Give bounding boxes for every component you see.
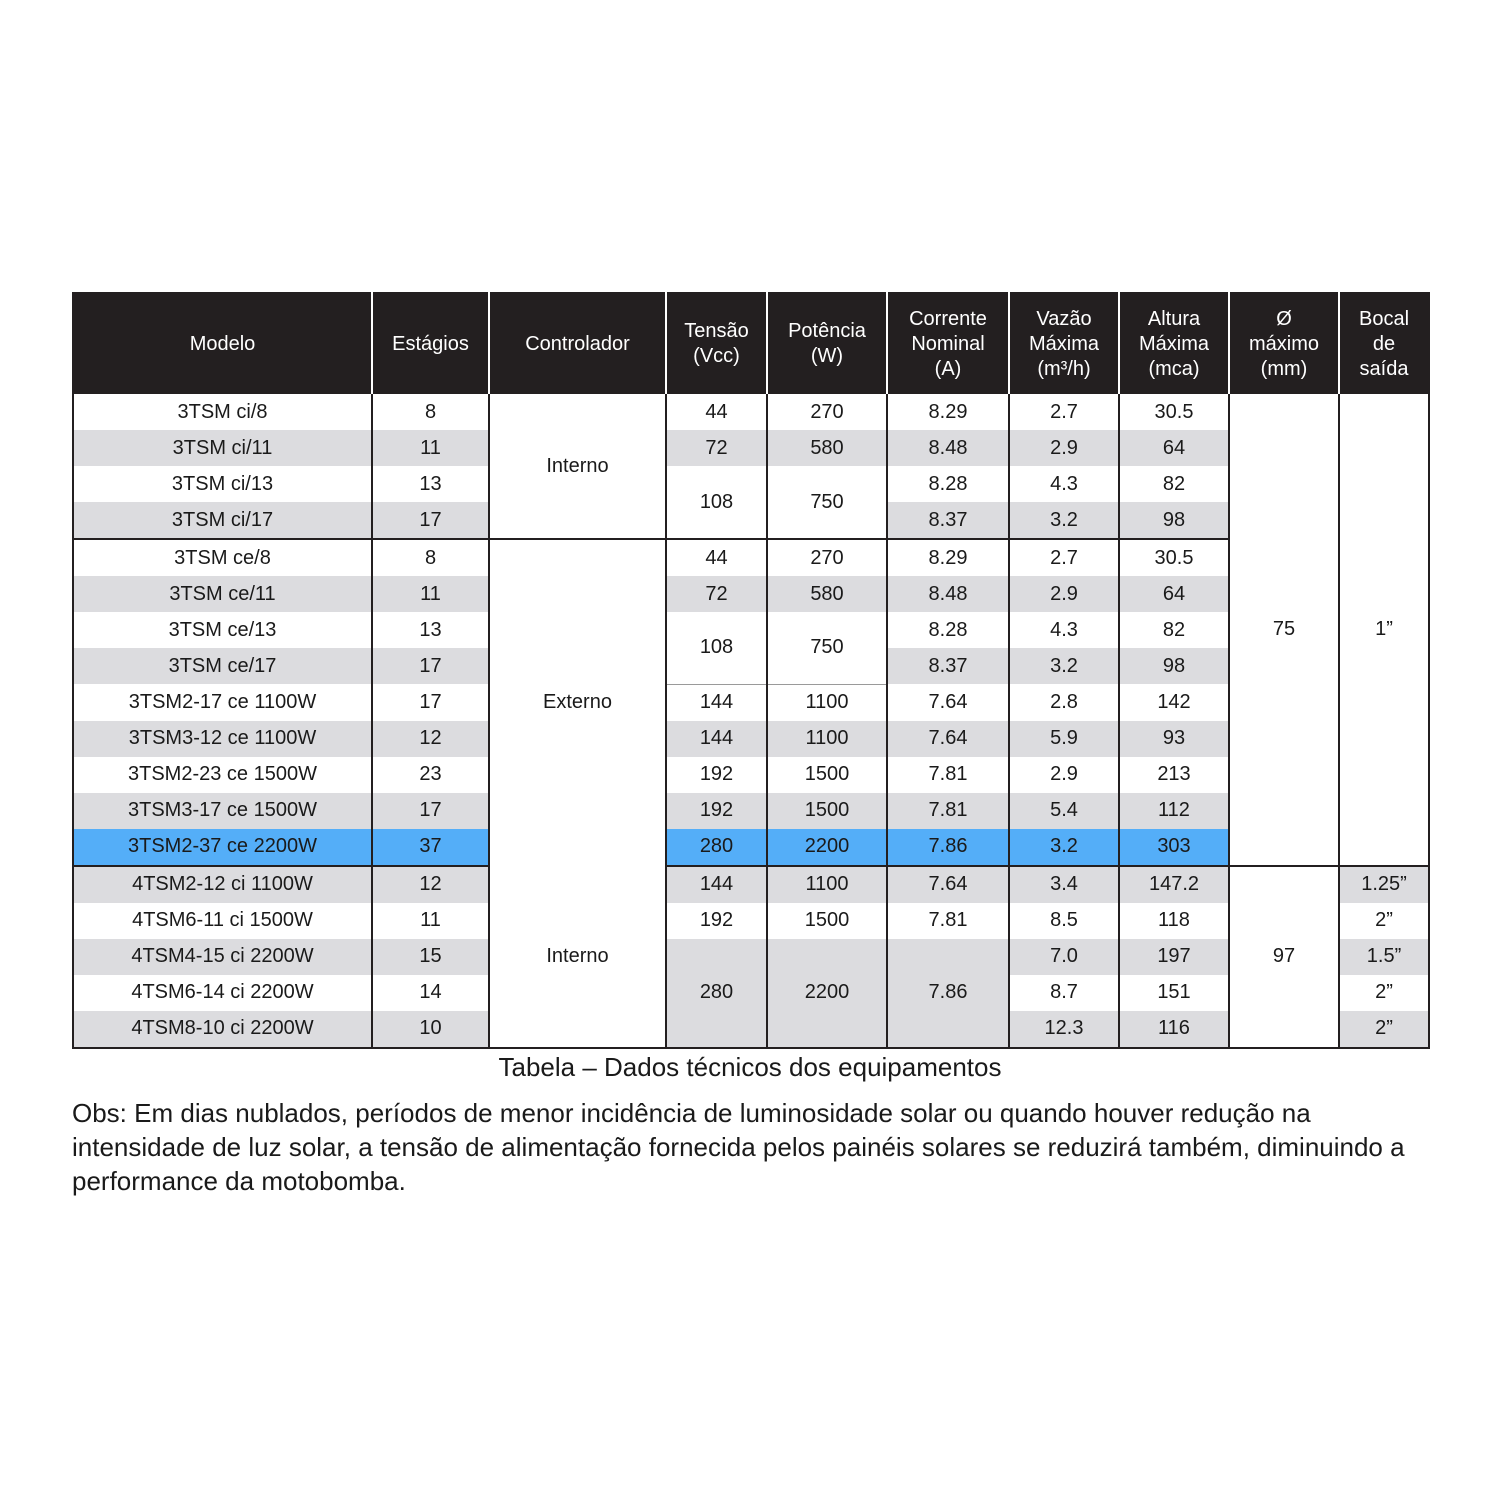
cell-corrente: 8.29	[887, 539, 1009, 576]
cell-modelo: 3TSM2-23 ce 1500W	[73, 757, 372, 793]
cell-altura: 64	[1119, 430, 1229, 466]
cell-estagios: 11	[372, 430, 489, 466]
cell-altura: 118	[1119, 903, 1229, 939]
cell-altura: 151	[1119, 975, 1229, 1011]
header-estagios: Estágios	[372, 293, 489, 394]
cell-estagios: 13	[372, 466, 489, 502]
cell-potencia: 580	[767, 430, 887, 466]
header-diametro: Ø máximo (mm)	[1229, 293, 1339, 394]
cell-estagios: 37	[372, 829, 489, 866]
cell-tensao: 192	[666, 793, 767, 829]
cell-vazao: 8.7	[1009, 975, 1119, 1011]
cell-vazao: 3.2	[1009, 502, 1119, 539]
cell-potencia: 2200	[767, 829, 887, 866]
cell-potencia: 1100	[767, 866, 887, 903]
cell-potencia: 1500	[767, 793, 887, 829]
cell-modelo: 3TSM2-17 ce 1100W	[73, 684, 372, 721]
cell-altura: 303	[1119, 829, 1229, 866]
cell-modelo: 4TSM4-15 ci 2200W	[73, 939, 372, 975]
table-caption: Tabela – Dados técnicos dos equipamentos	[498, 1052, 1002, 1082]
observation-note: Obs: Em dias nublados, períodos de menor incidência de luminosidade solar ou quando houver redução na intensidade de luz solar, a tensão de alimentação fornecida pelos painéis solares se reduzirá também, diminuindo a performance da motobomba.	[72, 1098, 1405, 1196]
cell-corrente: 7.64	[887, 721, 1009, 757]
cell-vazao: 2.9	[1009, 576, 1119, 612]
cell-vazao: 5.4	[1009, 793, 1119, 829]
cell-bocal: 2”	[1339, 1011, 1429, 1048]
cell-corrente: 8.28	[887, 466, 1009, 502]
cell-altura: 64	[1119, 576, 1229, 612]
table-body	[73, 394, 1429, 1048]
cell-bocal: 2”	[1339, 903, 1429, 939]
cell-bocal: 2”	[1339, 975, 1429, 1011]
cell-corrente: 7.81	[887, 903, 1009, 939]
cell-potencia: 1500	[767, 757, 887, 793]
cell-corrente: 7.64	[887, 684, 1009, 721]
cell-vazao: 12.3	[1009, 1011, 1119, 1048]
cell-altura: 112	[1119, 793, 1229, 829]
table-row	[73, 939, 1429, 975]
cell-tensao: 192	[666, 903, 767, 939]
cell-vazao: 7.0	[1009, 939, 1119, 975]
cell-diametro: 97	[1229, 866, 1339, 1048]
cell-vazao: 2.7	[1009, 394, 1119, 430]
cell-estagios: 17	[372, 684, 489, 721]
spec-table	[72, 292, 1430, 1049]
cell-altura: 30.5	[1119, 539, 1229, 576]
header-altura: Altura Máxima (mca)	[1119, 293, 1229, 394]
cell-tensao: 108	[666, 466, 767, 539]
cell-vazao: 3.4	[1009, 866, 1119, 903]
cell-tensao: 44	[666, 539, 767, 576]
cell-vazao: 4.3	[1009, 612, 1119, 648]
cell-potencia: 270	[767, 539, 887, 576]
cell-potencia: 1500	[767, 903, 887, 939]
table-row	[73, 394, 1429, 430]
cell-estagios: 12	[372, 721, 489, 757]
cell-altura: 93	[1119, 721, 1229, 757]
cell-vazao: 8.5	[1009, 903, 1119, 939]
table-row-highlighted	[73, 829, 1429, 866]
cell-vazao: 4.3	[1009, 466, 1119, 502]
cell-estagios: 15	[372, 939, 489, 975]
cell-corrente: 8.29	[887, 394, 1009, 430]
table-row	[73, 903, 1429, 939]
cell-altura: 98	[1119, 502, 1229, 539]
cell-estagios: 17	[372, 793, 489, 829]
table-row	[73, 684, 1429, 721]
cell-potencia: 270	[767, 394, 887, 430]
header-potencia: Potência (W)	[767, 293, 887, 394]
cell-corrente: 7.81	[887, 793, 1009, 829]
cell-modelo: 3TSM ce/8	[73, 539, 372, 576]
cell-vazao: 3.2	[1009, 648, 1119, 684]
cell-modelo: 4TSM8-10 ci 2200W	[73, 1011, 372, 1048]
cell-potencia: 750	[767, 466, 887, 539]
cell-tensao: 44	[666, 394, 767, 430]
cell-tensao: 144	[666, 721, 767, 757]
cell-potencia: 1100	[767, 684, 887, 721]
cell-estagios: 17	[372, 502, 489, 539]
header-controlador: Controlador	[489, 293, 666, 394]
cell-modelo: 3TSM ce/13	[73, 612, 372, 648]
cell-modelo: 3TSM ce/11	[73, 576, 372, 612]
cell-vazao: 5.9	[1009, 721, 1119, 757]
table-row	[73, 466, 1429, 502]
cell-controlador: Interno	[489, 394, 666, 539]
table-row	[73, 576, 1429, 612]
cell-controlador: Externo	[489, 539, 666, 866]
cell-estagios: 11	[372, 576, 489, 612]
cell-bocal: 1”	[1339, 394, 1429, 866]
cell-tensao: 108	[666, 612, 767, 684]
cell-modelo: 3TSM ci/11	[73, 430, 372, 466]
cell-tensao: 72	[666, 576, 767, 612]
cell-vazao: 2.7	[1009, 539, 1119, 576]
cell-tensao: 280	[666, 939, 767, 1048]
cell-tensao: 72	[666, 430, 767, 466]
cell-modelo: 3TSM3-12 ce 1100W	[73, 721, 372, 757]
cell-altura: 116	[1119, 1011, 1229, 1048]
cell-bocal: 1.5”	[1339, 939, 1429, 975]
cell-potencia: 1100	[767, 721, 887, 757]
cell-estagios: 14	[372, 975, 489, 1011]
cell-tensao: 280	[666, 829, 767, 866]
table-row	[73, 612, 1429, 648]
cell-corrente: 7.81	[887, 757, 1009, 793]
cell-estagios: 13	[372, 612, 489, 648]
cell-altura: 82	[1119, 466, 1229, 502]
header-corrente: Corrente Nominal (A)	[887, 293, 1009, 394]
cell-estagios: 10	[372, 1011, 489, 1048]
header-tensao: Tensão (Vcc)	[666, 293, 767, 394]
cell-modelo: 3TSM3-17 ce 1500W	[73, 793, 372, 829]
cell-modelo: 3TSM ci/13	[73, 466, 372, 502]
cell-bocal: 1.25”	[1339, 866, 1429, 903]
cell-altura: 213	[1119, 757, 1229, 793]
cell-modelo: 3TSM ci/8	[73, 394, 372, 430]
cell-altura: 82	[1119, 612, 1229, 648]
table-row	[73, 539, 1429, 576]
cell-modelo: 3TSM ci/17	[73, 502, 372, 539]
cell-tensao: 144	[666, 684, 767, 721]
cell-corrente: 7.64	[887, 866, 1009, 903]
cell-altura: 30.5	[1119, 394, 1229, 430]
cell-estagios: 23	[372, 757, 489, 793]
cell-tensao: 192	[666, 757, 767, 793]
cell-altura: 147.2	[1119, 866, 1229, 903]
table-row	[73, 866, 1429, 903]
table-row	[73, 757, 1429, 793]
header-bocal: Bocal de saída	[1339, 293, 1429, 394]
table-row	[73, 793, 1429, 829]
cell-modelo: 4TSM2-12 ci 1100W	[73, 866, 372, 903]
cell-controlador: Interno	[489, 866, 666, 1048]
cell-vazao: 3.2	[1009, 829, 1119, 866]
cell-vazao: 2.9	[1009, 757, 1119, 793]
cell-potencia: 2200	[767, 939, 887, 1048]
cell-estagios: 17	[372, 648, 489, 684]
cell-potencia: 580	[767, 576, 887, 612]
cell-modelo: 4TSM6-11 ci 1500W	[73, 903, 372, 939]
cell-modelo: 3TSM ce/17	[73, 648, 372, 684]
cell-estagios: 12	[372, 866, 489, 903]
cell-diametro: 75	[1229, 394, 1339, 866]
table-row	[73, 721, 1429, 757]
cell-corrente: 8.48	[887, 576, 1009, 612]
cell-altura: 197	[1119, 939, 1229, 975]
cell-modelo: 3TSM2-37 ce 2200W	[73, 829, 372, 866]
spec-table-wrapper	[72, 292, 1428, 1049]
cell-tensao: 144	[666, 866, 767, 903]
table-header	[73, 293, 1429, 394]
cell-estagios: 8	[372, 394, 489, 430]
cell-vazao: 2.8	[1009, 684, 1119, 721]
cell-corrente: 7.86	[887, 829, 1009, 866]
cell-estagios: 11	[372, 903, 489, 939]
cell-corrente: 8.37	[887, 648, 1009, 684]
header-vazao: Vazão Máxima (m³/h)	[1009, 293, 1119, 394]
cell-corrente: 8.28	[887, 612, 1009, 648]
cell-corrente: 8.48	[887, 430, 1009, 466]
cell-vazao: 2.9	[1009, 430, 1119, 466]
cell-potencia: 750	[767, 612, 887, 684]
cell-altura: 142	[1119, 684, 1229, 721]
header-modelo: Modelo	[73, 293, 372, 394]
cell-estagios: 8	[372, 539, 489, 576]
table-row	[73, 430, 1429, 466]
cell-corrente: 8.37	[887, 502, 1009, 539]
cell-altura: 98	[1119, 648, 1229, 684]
cell-modelo: 4TSM6-14 ci 2200W	[73, 975, 372, 1011]
cell-corrente: 7.86	[887, 939, 1009, 1048]
